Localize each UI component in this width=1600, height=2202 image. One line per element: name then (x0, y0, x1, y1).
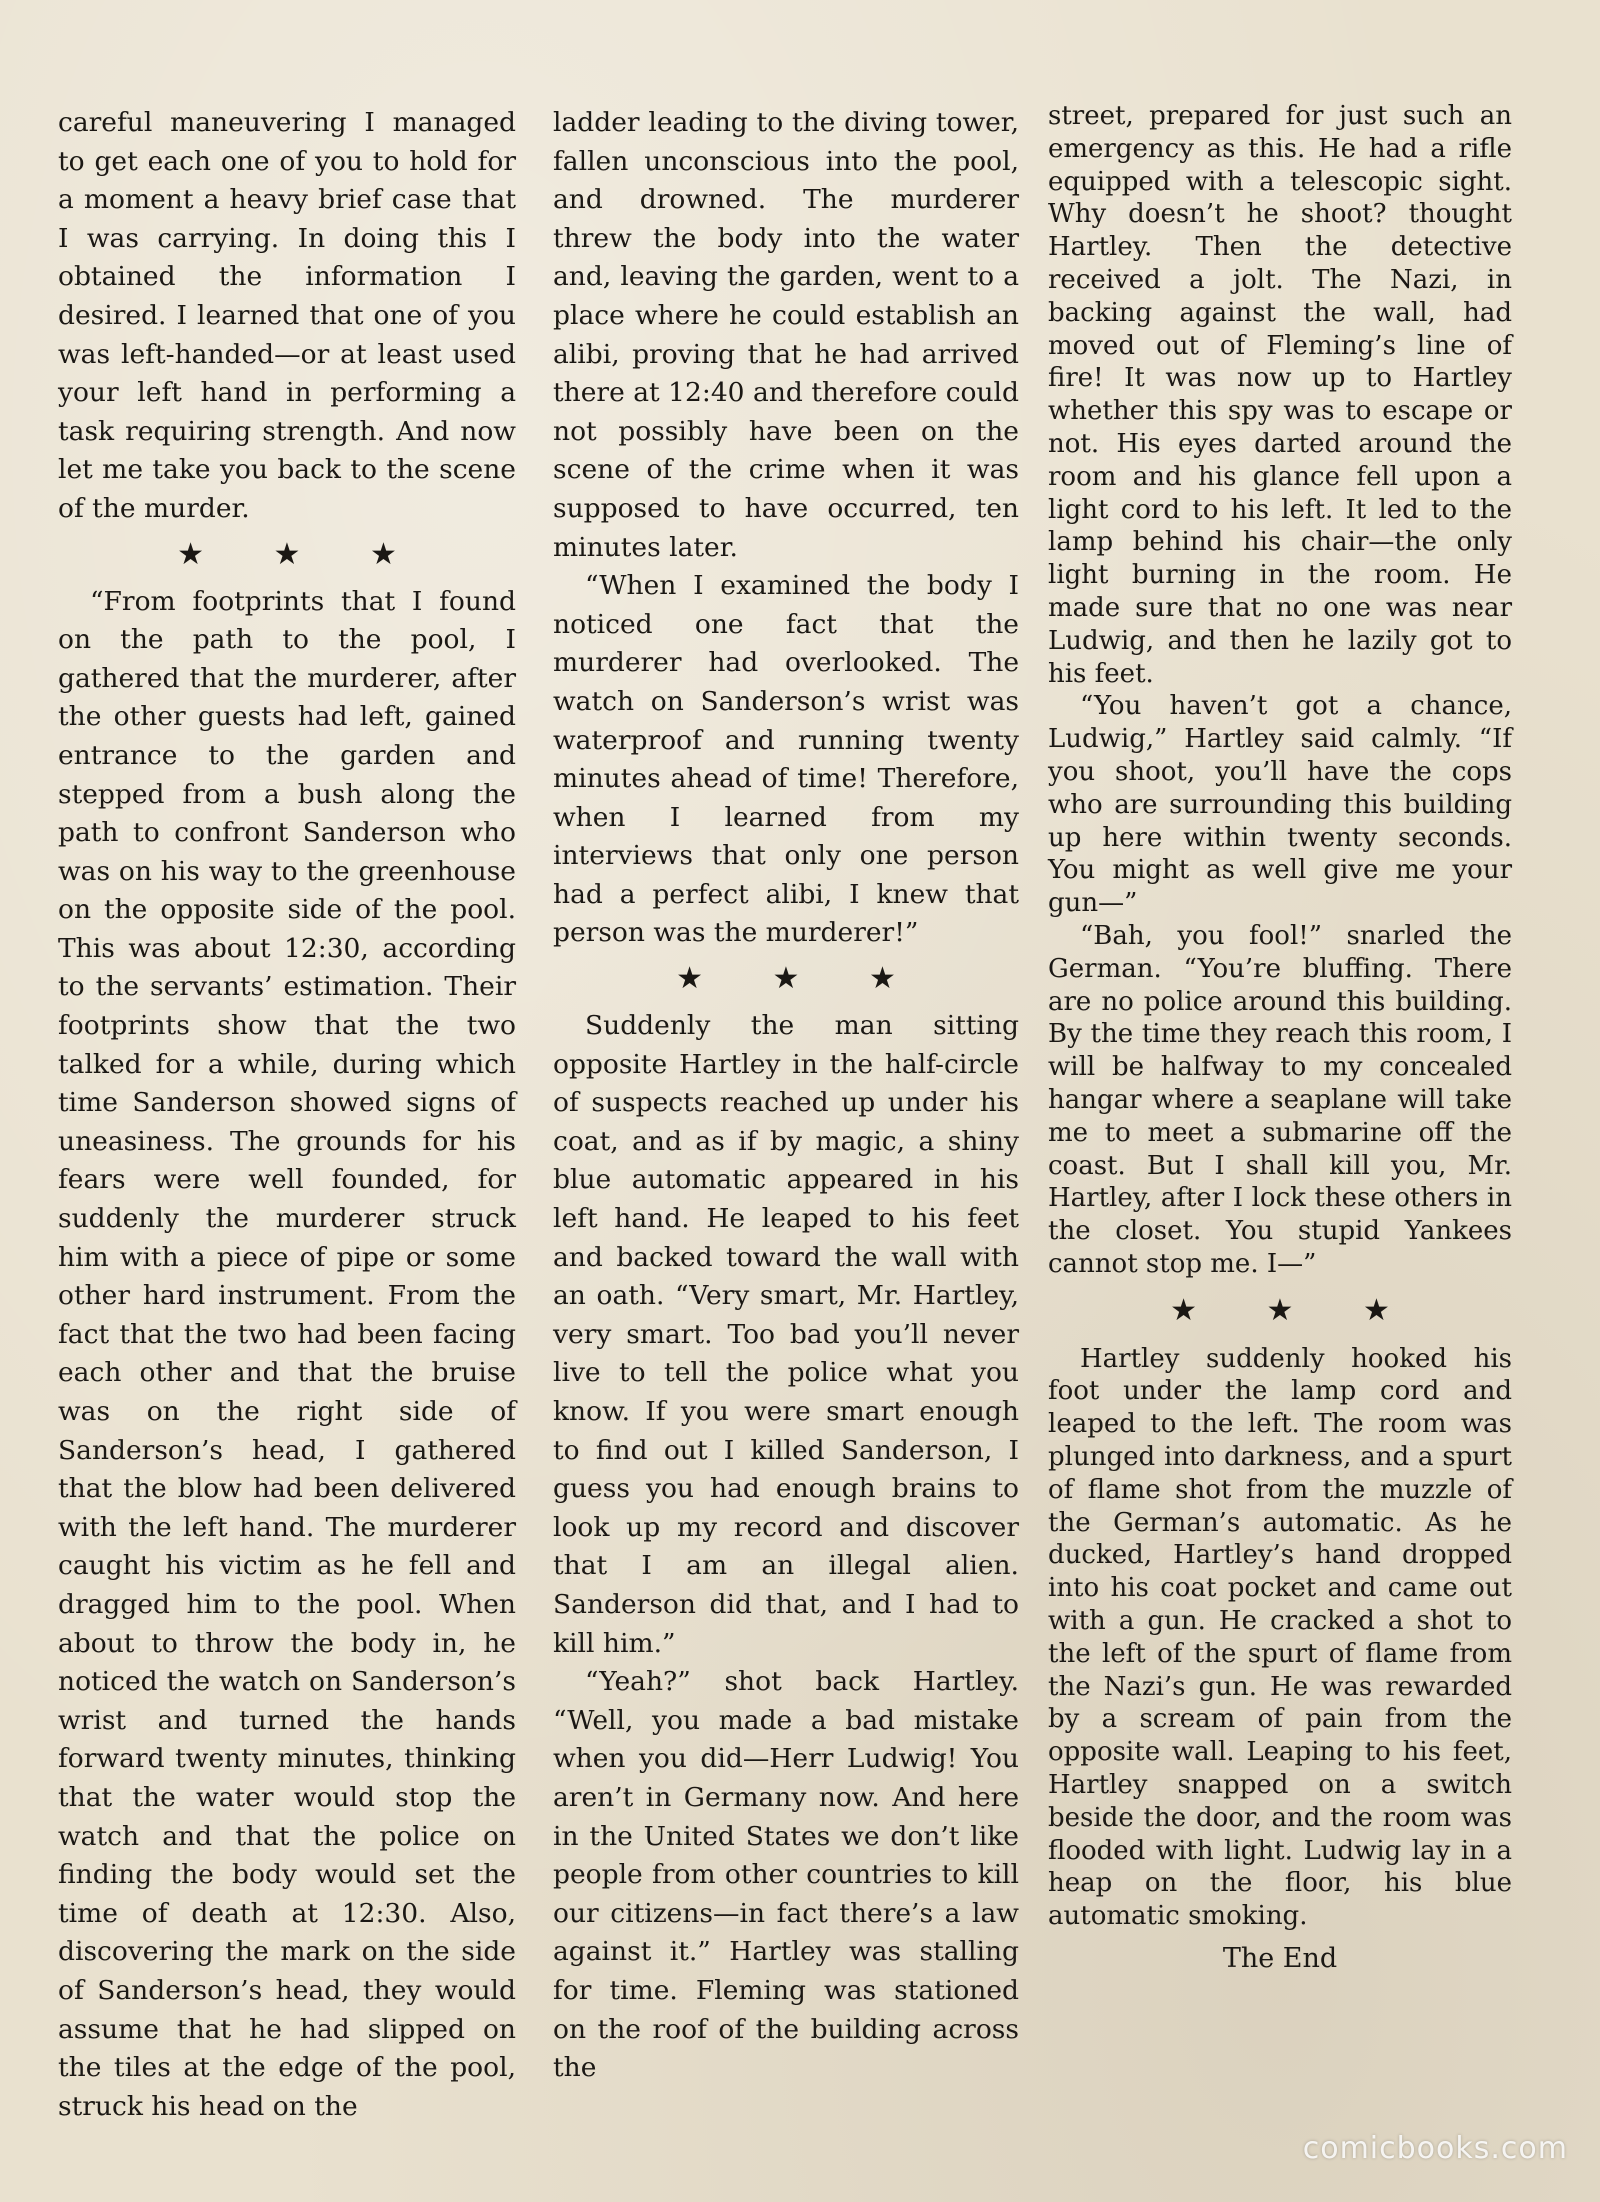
paragraph: Suddenly the man sitting opposite Hartley in the half-circle of suspects reached up under his coat, and as if by magic, a shiny blue automatic appeared in his left hand. He leaped to his feet and backed toward the wall with an oath. “Very smart, Mr. Hartley, very smart. Too bad you’ll never live to tell the police what you know. If you were smart enough to find out I killed Sanderson, I guess you had enough brains to look up my record and discover that I am an illegal alien. Sanderson did that, and I had to kill him.” (553, 1010, 1019, 1659)
paragraph: “When I examined the body I noticed one fact that the murderer had overlooked. The watch on Sanderson’s wrist was waterproof and running twenty minutes ahead of time! Therefore, when I learned from my interviews that only one person had a perfect alibi, I knew that person was the murderer!” (553, 570, 1019, 949)
text-column-1 (58, 104, 516, 2126)
section-break-stars: ★ ★ ★ (1170, 1292, 1420, 1328)
paragraph: “You haven’t got a chance, Ludwig,” Hartley said calmly. “If you shoot, you’ll have the cops who are surrounding this building up here within twenty seconds. You might as well give me your gun—” (1048, 691, 1512, 919)
paragraph: Hartley suddenly hooked his foot under the lamp cord and leaped to the left. The room was plunged into darkness, and a spurt of flame shot from the muzzle of the German’s automatic. As he ducked, Hartley’s hand dropped into his coat pocket and came out with a gun. He cracked a shot to the left of the spurt of flame from the Nazi’s gun. He was rewarded by a scream of pain from the opposite wall. Leaping to his feet, Hartley snapped on a switch beside the door, and the room was flooded with light. Ludwig lay in a heap on the floor, his blue automatic smoking. (1048, 1343, 1512, 1932)
section-break-stars: ★ ★ ★ (177, 536, 427, 572)
paragraph: “Yeah?” shot back Hartley. “Well, you made a bad mistake when you did—Herr Ludwig! You aren’t in Germany now. And here in the United States we don’t like people from other countries to kill our citizens—in fact there’s a law against it.” Hartley was stalling for time. Fleming was stationed on the roof of the building across the (553, 1666, 1019, 2084)
paragraph: ladder leading to the diving tower, fallen unconscious into the pool, and drowned. The murderer threw the body into the water and, leaving the garden, went to a place where he could establish an alibi, proving that he had arrived there at 12:40 and therefore could not possibly have been on the scene of the crime when it was supposed to have occurred, ten minutes later. (553, 107, 1019, 563)
paragraph: “From footprints that I found on the path to the pool, I gathered that the murderer, after the other guests had left, gained entrance to the garden and stepped from a bush along the path to confront Sanderson who was on his way to the greenhouse on the opposite side of the pool. This was about 12:30, according to the servants’ estimation. Their footprints show that the two talked for a while, during which time Sanderson showed signs of uneasiness. The grounds for his fears were well founded, for suddenly the murderer struck him with a piece of pipe or some other hard instrument. From the fact that the two had been facing each other and that the bruise was on the right side of Sanderson’s head, I gathered that the blow had been delivered with the left hand. The murderer caught his victim as he fell and dragged him to the pool. When about to throw the body in, he noticed the watch on Sanderson’s wrist and turned the hands forward twenty minutes, thinking that the water would stop the watch and that the police on finding the body would set the time of death at 12:30. Also, discovering the mark on the side of Sanderson’s head, they would assume that he had slipped on the tiles at the edge of the pool, struck his head on the (58, 585, 516, 2122)
the-end-label: The End (1222, 1943, 1338, 1975)
site-watermark: comicbooks.com (1302, 2131, 1568, 2166)
paragraph: “Bah, you fool!” snarled the German. “You’re bluffing. There are no police around this building. By the time they reach this room, I will be halfway to my concealed hangar where a seaplane will take me to meet a submarine off the coast. But I shall kill you, Mr. Hartley, after I lock these others in the closet. You stupid Yankees cannot stop me. I—” (1048, 920, 1512, 1279)
paragraph: careful maneuvering I managed to get each one of you to hold for a moment a heavy brief case that I was carrying. In doing this I obtained the information I desired. I learned that one of you was left-handed—or at least used your left hand in performing a task requiring strength. And now let me take you back to the scene of the murder. (58, 107, 516, 524)
text-column-3 (1048, 100, 1512, 1976)
paragraph: street, prepared for just such an emergency as this. He had a rifle equipped with a telescopic sight. Why doesn’t he shoot? thought Hartley. Then the detective received a jolt. The Nazi, in backing against the wall, had moved out of Fleming’s line of fire! It was now up to Hartley whether this spy was to escape or not. His eyes darted around the room and his glance fell upon a light cord to his left. It led to the lamp behind his chair—the only light burning in the room. He made sure that no one was near Ludwig, and then he lazily got to his feet. (1048, 101, 1512, 689)
text-column-2 (553, 104, 1019, 2088)
section-break-stars: ★ ★ ★ (676, 961, 926, 997)
